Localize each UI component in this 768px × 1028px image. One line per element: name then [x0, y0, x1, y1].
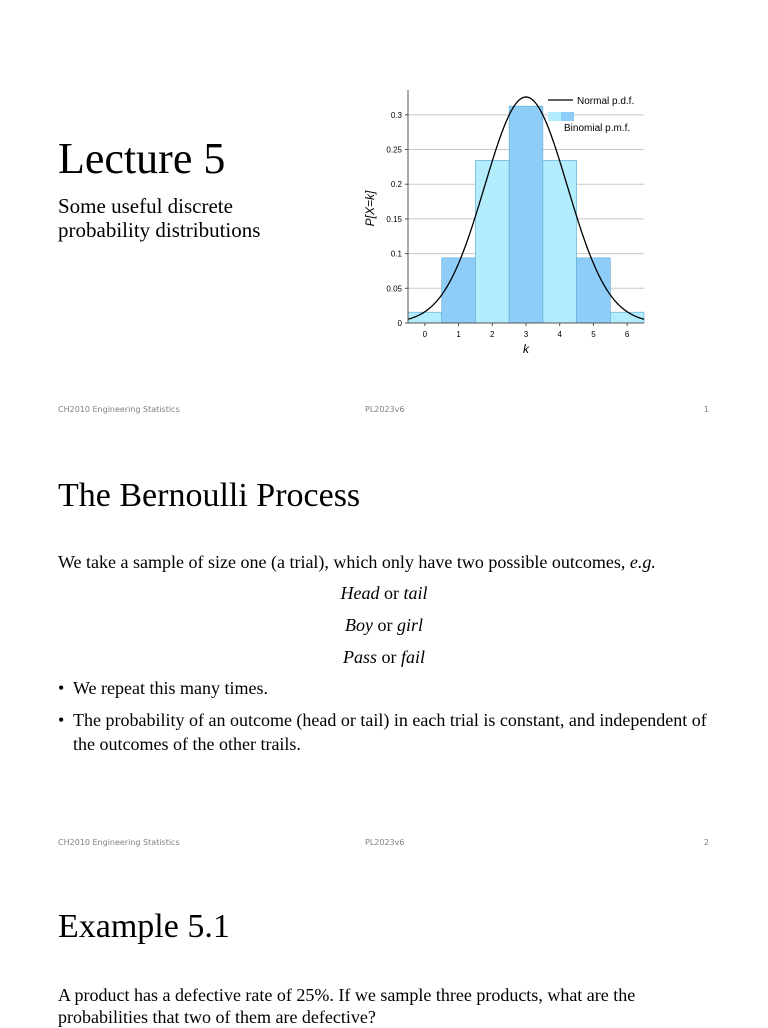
x-tick-label: 0 — [422, 330, 428, 339]
intro-text — [58, 551, 708, 573]
x-tick-label: 2 — [490, 330, 495, 339]
outcome-pair: Boy or girl — [345, 615, 423, 635]
y-tick-label: 0.15 — [386, 214, 402, 224]
bar-k-5 — [577, 258, 611, 323]
lecture-title: Lecture 5 — [58, 134, 226, 183]
intro-main: We take a sample of size one (a trial), which only have two possible outcomes, e.g. — [58, 552, 656, 572]
bar-k-2 — [475, 160, 509, 323]
chart-x-ticks — [423, 323, 630, 339]
footer-course: CH2010 Engineering Statistics — [58, 405, 180, 414]
outcome-pair: Pass or fail — [342, 647, 426, 667]
x-tick-label: 3 — [523, 330, 529, 339]
slide-2 — [0, 433, 768, 866]
bar-k-3 — [509, 106, 543, 323]
y-tick-label: 0 — [397, 319, 402, 328]
example-title: Example 5.1 — [58, 908, 230, 945]
legend-binomial-label: Binomial p.m.f. — [564, 123, 631, 134]
example-question: A product has a defective rate of 25%. If we sample three products, what are the probabilities that two of them are defective? — [58, 985, 636, 1027]
slide-title: The Bernoulli Process — [58, 477, 361, 514]
chart-bars — [408, 106, 644, 323]
footer-course: CH2010 Engineering Statistics — [58, 838, 180, 847]
legend-binomial-swatch-dark — [561, 112, 574, 121]
chart-x-label: k — [523, 342, 529, 356]
outcome-pair: Head or tail — [340, 583, 428, 603]
bullet-icon: • — [58, 710, 65, 730]
y-tick-label: 0.2 — [390, 180, 402, 190]
bullet-icon: • — [58, 678, 65, 698]
footer-page-number: 1 — [703, 405, 709, 414]
lecture-subtitle: Some useful discrete probability distributions — [58, 194, 261, 242]
bar-k-4 — [543, 160, 577, 323]
footer-version: PL2023v6 — [365, 405, 405, 414]
chart-y-ticks — [386, 111, 408, 328]
footer-version: PL2023v6 — [365, 838, 405, 847]
slide-1 — [0, 0, 768, 433]
bullet-item: • We repeat this many times. — [58, 678, 268, 698]
bar-k-1 — [442, 258, 476, 323]
x-tick-label: 6 — [624, 330, 630, 339]
legend-normal-label: Normal p.d.f. — [577, 96, 635, 107]
slide-3 — [0, 866, 768, 1027]
x-tick-label: 5 — [591, 330, 596, 339]
bullet-item: • The probability of an outcome (head or tail) in each trial is constant, and independent of the outcomes of the other trails. — [58, 710, 707, 754]
y-tick-label: 0.25 — [386, 145, 402, 155]
distribution-chart — [360, 88, 660, 368]
y-tick-label: 0.1 — [390, 249, 402, 259]
x-tick-label: 4 — [557, 330, 562, 339]
chart-y-label: P[X=k] — [363, 190, 377, 227]
y-tick-label: 0.3 — [390, 110, 402, 120]
legend-binomial-swatch-light — [548, 112, 561, 121]
bullet-list — [58, 676, 708, 764]
x-tick-label: 1 — [456, 330, 461, 339]
footer-page-number: 2 — [703, 838, 709, 847]
y-tick-label: 0.05 — [386, 284, 402, 294]
